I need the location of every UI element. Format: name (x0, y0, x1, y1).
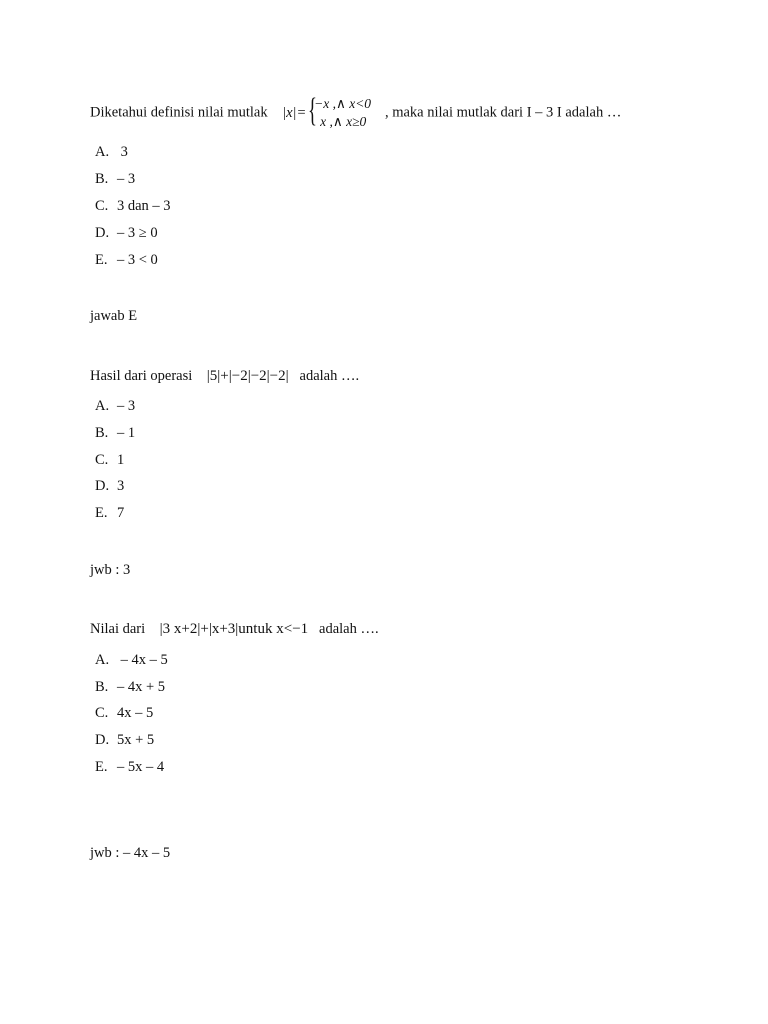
option-letter: A. (95, 144, 110, 160)
option-letter: E. (95, 252, 108, 268)
question-1-suffix: , maka nilai mutlak dari I – 3 I adalah … (384, 104, 622, 121)
question-2-option-e (95, 504, 124, 522)
option-letter: C. (95, 452, 109, 468)
question-2-option-d (95, 477, 124, 495)
option-text: – 3 (117, 398, 136, 414)
question-3-option-b (95, 678, 165, 696)
option-letter: E. (95, 759, 108, 775)
question-1-stem (90, 92, 622, 131)
option-letter: C. (95, 198, 109, 214)
question-2-prefix: Hasil dari operasi (90, 368, 193, 384)
question-3-option-d (95, 731, 154, 749)
question-1-answer: jawab E (90, 308, 138, 324)
option-text: 1 (117, 452, 125, 468)
option-text: 3 (117, 144, 128, 160)
question-2-option-b (95, 424, 135, 442)
question-1-option-a (95, 143, 128, 161)
option-text: – 3 < 0 (117, 252, 158, 268)
question-3-formula: |3 x+2|+|x+3|untuk x<−1 (159, 621, 309, 637)
question-1-option-d (95, 224, 158, 242)
option-letter: E. (95, 505, 108, 521)
question-2-suffix: adalah …. (299, 368, 360, 384)
option-text: – 1 (117, 425, 136, 441)
option-text: – 4x – 5 (117, 652, 168, 668)
question-3-option-c (95, 704, 153, 722)
option-letter: B. (95, 425, 109, 441)
formula-case-1: −x ,∧ x<0 (314, 96, 372, 111)
question-2-formula: |5|+|−2|−2|−2| (206, 368, 289, 384)
question-2-option-a (95, 397, 135, 415)
question-1-prefix: Diketahui definisi nilai mutlak (90, 104, 268, 121)
option-text: 3 dan – 3 (117, 198, 171, 214)
option-letter: D. (95, 225, 110, 241)
formula-case-2: x ,∧ x≥0 (320, 114, 367, 129)
option-letter: D. (95, 478, 110, 494)
option-letter: C. (95, 705, 109, 721)
option-letter: B. (95, 171, 109, 187)
option-letter: A. (95, 652, 110, 668)
formula-brace-icon: { (308, 92, 318, 129)
option-text: – 5x – 4 (117, 759, 165, 775)
question-1-option-e (95, 251, 158, 269)
option-text: 4x – 5 (117, 705, 154, 721)
option-text: – 3 (117, 171, 136, 187)
question-1-piecewise-formula (282, 92, 374, 131)
question-1-option-b (95, 170, 135, 188)
option-letter: D. (95, 732, 110, 748)
question-2-answer: jwb : 3 (90, 562, 131, 578)
question-3-option-e (95, 758, 164, 776)
option-text: 3 (117, 478, 125, 494)
option-letter: B. (95, 679, 109, 695)
formula-lhs: |x|= (282, 105, 307, 121)
question-3-suffix: adalah …. (319, 621, 379, 637)
question-1-option-c (95, 197, 171, 215)
question-3-answer: jwb : – 4x – 5 (90, 845, 171, 861)
question-2-option-c (95, 451, 124, 469)
option-text: – 4x + 5 (117, 679, 166, 695)
option-text: 7 (117, 505, 125, 521)
option-text: – 3 ≥ 0 (117, 225, 158, 241)
question-3-stem (90, 620, 379, 638)
option-text: 5x + 5 (117, 732, 155, 748)
question-2-stem (90, 367, 359, 385)
question-3-option-a (95, 651, 168, 669)
question-3-prefix: Nilai dari (90, 621, 146, 637)
option-letter: A. (95, 398, 110, 414)
